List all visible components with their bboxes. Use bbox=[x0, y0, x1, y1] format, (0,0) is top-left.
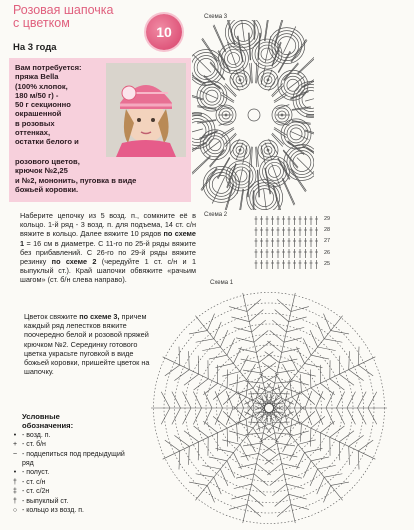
legend-title-line: Условные bbox=[22, 412, 60, 421]
legend-item bbox=[8, 451, 128, 468]
stitch-mark bbox=[331, 482, 349, 485]
stitch-mark bbox=[318, 465, 336, 469]
legend-text: - подцепиться под предыдущий ряд bbox=[22, 450, 125, 467]
stitch-mark bbox=[194, 426, 209, 437]
petal-stitch bbox=[305, 95, 314, 101]
instruction-text: (чередуйте 1 ст. с/н и 1 выпуклый ст.). Край шапочки обвяжите «рачьим шагом» (ст. б/н слева направо). bbox=[20, 257, 197, 285]
stitch-mark bbox=[189, 446, 190, 464]
petal-stitch bbox=[236, 143, 243, 161]
stitch-mark bbox=[270, 331, 284, 343]
stitch-mark bbox=[284, 338, 302, 342]
stitch-mark bbox=[238, 464, 256, 468]
stitch-mark bbox=[300, 424, 301, 442]
scheme-2-label: Схема 2 bbox=[204, 212, 228, 218]
stitch-mark bbox=[298, 440, 316, 445]
stitch-mark bbox=[300, 374, 301, 392]
stitch-mark bbox=[358, 408, 367, 424]
legend-item bbox=[8, 432, 128, 441]
stitch-mark bbox=[227, 339, 235, 356]
stitch-mark bbox=[215, 408, 222, 425]
stitch-mark bbox=[253, 428, 263, 443]
stitch-mark bbox=[272, 320, 286, 332]
stitch-mark bbox=[229, 307, 247, 312]
stitch-mark bbox=[267, 420, 278, 433]
petal-stitch bbox=[290, 131, 308, 139]
stitch-mark bbox=[237, 374, 238, 392]
stitch-mark bbox=[291, 307, 309, 312]
increase-spoke bbox=[273, 316, 343, 404]
chain-symbol-icon: • bbox=[13, 432, 17, 439]
chain-ring-symbol-icon: ○ bbox=[12, 506, 18, 514]
stitch-mark bbox=[331, 331, 349, 334]
stitch-mark bbox=[207, 485, 214, 502]
petal-stitch bbox=[210, 150, 225, 167]
legend-text: - полуст. bbox=[22, 469, 50, 477]
increase-spoke bbox=[163, 411, 264, 460]
title-line-2: с цветком bbox=[13, 16, 70, 30]
stitch-mark bbox=[194, 379, 209, 390]
stitch-mark bbox=[193, 408, 201, 424]
stitch-mark bbox=[222, 372, 240, 377]
petal-stitch bbox=[291, 168, 307, 191]
materials-line: божьей коровки. bbox=[15, 184, 79, 194]
stitch-mark bbox=[261, 363, 276, 373]
legend-item bbox=[8, 441, 128, 450]
article-title bbox=[13, 4, 113, 30]
legend-title-line: обозначения: bbox=[22, 421, 74, 430]
legend-text: - кольцо из возд. п. bbox=[22, 506, 84, 514]
materials-line: пряжа Bella bbox=[15, 72, 59, 82]
stitch-mark bbox=[323, 314, 330, 331]
materials-line: 180 м/50 г) - bbox=[15, 90, 59, 100]
stitch-mark bbox=[267, 464, 281, 475]
legend-text: - ст. с/2н bbox=[22, 488, 50, 496]
petal-stitch bbox=[272, 42, 281, 66]
increase-spoke bbox=[274, 357, 375, 406]
stitch-mark bbox=[189, 482, 207, 485]
child-photo bbox=[106, 63, 186, 157]
stitch-mark bbox=[349, 370, 364, 381]
increase-spoke bbox=[195, 413, 265, 501]
stitch-mark bbox=[303, 461, 311, 478]
stitch-mark bbox=[277, 505, 291, 517]
stitch-mark bbox=[184, 431, 199, 442]
stitch-mark bbox=[261, 443, 276, 453]
stitch-mark bbox=[231, 317, 249, 322]
stitch-mark bbox=[330, 379, 345, 390]
petal-stitch bbox=[265, 70, 272, 88]
stitch-mark bbox=[337, 392, 345, 408]
instructions-paragraph-1 bbox=[20, 211, 196, 285]
row-number: 25 bbox=[324, 260, 331, 267]
stitch-mark bbox=[196, 339, 214, 342]
stitch-mark bbox=[305, 363, 323, 367]
petal-stitch bbox=[297, 158, 314, 176]
stitch-mark bbox=[318, 347, 336, 351]
stitch-mark bbox=[236, 474, 254, 478]
pattern-number-badge: 10 bbox=[146, 14, 182, 50]
stitch-mark bbox=[275, 494, 289, 506]
stitch-mark bbox=[282, 464, 300, 468]
petal-stitch bbox=[283, 178, 295, 205]
stitch-mark bbox=[240, 444, 248, 460]
materials-line: крючок №2,25 bbox=[15, 166, 68, 176]
instruction-text: = 16 см в диаметре. С 11-го по 25-й ряды вяжите без прибавлений. С 26-го по 29-й ряды вяжите резинку bbox=[20, 238, 196, 267]
stitch-mark bbox=[277, 299, 291, 311]
stitch-mark bbox=[256, 464, 270, 475]
stitch-mark bbox=[172, 392, 181, 408]
stitch-mark bbox=[222, 440, 240, 445]
petal-stitch bbox=[200, 91, 218, 99]
stitch-mark bbox=[204, 391, 212, 408]
stitch-mark bbox=[284, 474, 302, 478]
stitch-mark bbox=[202, 465, 220, 469]
petal-stitch bbox=[192, 129, 203, 135]
row-number: 29 bbox=[324, 216, 331, 222]
petal-stitch bbox=[265, 168, 270, 194]
stitch-mark bbox=[259, 352, 274, 363]
petal-stitch bbox=[256, 147, 257, 167]
increase-spoke bbox=[274, 411, 375, 460]
petal-stitch bbox=[192, 156, 210, 173]
stitch-mark bbox=[254, 474, 268, 486]
instruction-emphasis: по схеме 3, bbox=[79, 312, 120, 321]
petal-stitch bbox=[193, 54, 211, 72]
stitch-mark bbox=[260, 383, 271, 396]
stitch-mark bbox=[297, 453, 305, 470]
stitch-mark bbox=[311, 355, 329, 359]
stitch-mark bbox=[179, 347, 180, 365]
stitch-mark bbox=[317, 477, 324, 494]
stitch-mark bbox=[311, 457, 329, 461]
stitch-mark bbox=[193, 392, 201, 408]
stitch-mark bbox=[252, 484, 266, 496]
scheme-1-crown-diagram bbox=[126, 284, 412, 528]
stitch-mark bbox=[267, 341, 281, 352]
petal-stitch bbox=[202, 39, 218, 62]
stitch-mark bbox=[227, 370, 228, 388]
materials-line: в розовых bbox=[15, 118, 55, 128]
materials-text bbox=[15, 63, 107, 147]
stitch-mark bbox=[256, 341, 270, 352]
age-subtitle: На 3 года bbox=[13, 42, 57, 53]
stitch-mark bbox=[198, 442, 199, 460]
petal-stitch bbox=[224, 184, 233, 210]
stitch-mark bbox=[349, 351, 350, 369]
row-number: 26 bbox=[324, 249, 331, 256]
instruction-emphasis: по схеме 1 bbox=[20, 229, 196, 248]
materials-line: (100% хлопок, bbox=[15, 81, 68, 91]
stitch-mark bbox=[252, 320, 266, 332]
stitch-mark bbox=[317, 322, 324, 339]
increase-spoke bbox=[195, 316, 265, 404]
increase-spoke bbox=[163, 357, 264, 406]
legend-item bbox=[8, 479, 128, 488]
center-ring bbox=[264, 403, 274, 413]
stitch-mark bbox=[229, 431, 246, 436]
petal-stitch bbox=[282, 178, 294, 205]
stitch-mark bbox=[227, 428, 228, 446]
stitch-mark bbox=[189, 351, 190, 369]
materials-line: оттенках, bbox=[15, 128, 51, 138]
materials-line: и №2, мононить, пуговка в виде bbox=[15, 175, 137, 185]
stitch-mark bbox=[183, 408, 191, 424]
increase-spoke bbox=[273, 413, 343, 501]
stitch-mark bbox=[275, 310, 289, 322]
stitch-mark bbox=[272, 484, 286, 496]
stitch-mark bbox=[174, 370, 189, 381]
stitch-mark bbox=[286, 484, 304, 489]
petal-stitch-loop bbox=[192, 122, 206, 140]
stitch-mark bbox=[214, 322, 221, 339]
stitch-mark bbox=[214, 477, 221, 494]
stitch-mark bbox=[263, 433, 278, 442]
instruction-text: Наберите цепочку из 5 возд. п., сомкните её в кольцо. 1-й ряд - 3 возд. п. для подъема, 14 ст. с/н вяжите в кольцо. Далее вяжите 10 рядов bbox=[20, 211, 196, 239]
scheme-1-label: Схема 1 bbox=[210, 280, 234, 286]
stitch-mark bbox=[209, 457, 227, 461]
materials-text-bottom bbox=[15, 157, 187, 194]
legend-text: - возд. п. bbox=[22, 432, 51, 439]
stitch-mark bbox=[326, 408, 334, 425]
stitch-mark bbox=[249, 494, 263, 506]
stitch-mark bbox=[259, 453, 274, 464]
petal-stitch bbox=[274, 95, 287, 103]
stitch-mark bbox=[265, 453, 280, 464]
stitch-mark bbox=[220, 330, 228, 347]
stitch-mark bbox=[347, 408, 355, 424]
stitch-mark bbox=[310, 428, 311, 446]
stitch-mark bbox=[260, 420, 271, 433]
petal-stitch bbox=[275, 20, 284, 46]
stitch-mark bbox=[226, 408, 233, 425]
stitch-mark bbox=[301, 411, 314, 423]
scheme-2-row-numbers bbox=[324, 214, 330, 270]
stitch-mark bbox=[247, 505, 261, 517]
stitch-mark bbox=[183, 392, 191, 408]
double-crochet-symbol-icon: † bbox=[13, 478, 17, 486]
stitch-mark bbox=[207, 314, 214, 331]
stitch-mark bbox=[290, 355, 298, 371]
stitch-mark bbox=[316, 391, 323, 408]
petal-stitch bbox=[256, 63, 257, 83]
stitch-mark bbox=[209, 355, 227, 359]
materials-line: окрашенной bbox=[15, 109, 62, 119]
legend-item bbox=[8, 498, 128, 507]
stitch-mark bbox=[184, 374, 199, 385]
petal-stitch bbox=[214, 25, 226, 52]
petal-stitch bbox=[192, 157, 210, 175]
legend-item bbox=[8, 469, 128, 478]
stitch-mark bbox=[238, 408, 244, 425]
stitch-mark bbox=[324, 339, 342, 342]
scheme-2-rib-diagram bbox=[252, 212, 324, 274]
row-number: 27 bbox=[324, 238, 331, 245]
materials-line: остатки белого и bbox=[15, 137, 79, 147]
single-crochet-symbol-icon: + bbox=[12, 441, 18, 449]
row-number: 28 bbox=[324, 227, 331, 234]
petal-stitch bbox=[227, 163, 236, 187]
stitch-mark bbox=[204, 408, 212, 425]
stitch-mark bbox=[326, 391, 334, 408]
instruction-text: причем каждый ряд лепестков вяжите поочередно белой и розовой пряжей крючком №2. Серединку готового цветка украсьте пуговкой в виде божьей коровки, пришейте цветок на шапочку. bbox=[24, 312, 150, 377]
stitch-mark bbox=[236, 338, 254, 342]
increase-spoke bbox=[270, 414, 295, 523]
stitch-mark bbox=[202, 347, 220, 351]
stitch-mark bbox=[349, 435, 364, 446]
petal-stitch bbox=[305, 130, 314, 136]
stitch-mark bbox=[298, 372, 316, 377]
stitch-mark bbox=[223, 392, 236, 404]
stitch-mark bbox=[174, 435, 189, 446]
stitch-mark bbox=[216, 363, 234, 367]
stitch-mark bbox=[291, 505, 309, 510]
stitch-mark bbox=[229, 505, 247, 510]
materials-line: Вам потребуется: bbox=[15, 63, 82, 72]
stitch-mark bbox=[229, 380, 246, 385]
stitch-mark bbox=[337, 408, 345, 424]
stitch-mark bbox=[254, 331, 268, 343]
stitch-mark bbox=[241, 359, 259, 363]
stitch-mark bbox=[262, 443, 277, 453]
stitch-mark bbox=[358, 451, 359, 469]
stitch-mark bbox=[358, 347, 359, 365]
legend-title bbox=[22, 412, 73, 430]
petal-stitch bbox=[251, 147, 252, 167]
stitch-mark bbox=[347, 392, 355, 408]
stitch-mark bbox=[349, 446, 350, 464]
stitch-mark bbox=[286, 327, 304, 332]
stitch-mark bbox=[311, 388, 325, 400]
legend-text: - ст. с/н bbox=[22, 478, 46, 486]
petal-stitch bbox=[221, 127, 234, 135]
stitch-mark bbox=[259, 374, 274, 383]
stitch-mark bbox=[368, 392, 377, 408]
materials-line: розового цветов, bbox=[15, 157, 80, 166]
legend-item bbox=[8, 507, 128, 516]
stitch-mark bbox=[223, 411, 236, 423]
stitch-mark bbox=[323, 485, 330, 502]
stitch-mark bbox=[291, 431, 308, 436]
legend-text: - выпуклый ст. bbox=[22, 497, 69, 505]
stitch-mark bbox=[198, 356, 199, 374]
treble-crochet-symbol-icon: ‡ bbox=[13, 488, 17, 496]
petal-stitch bbox=[238, 36, 243, 62]
stitch-mark bbox=[324, 474, 342, 477]
center-ring bbox=[248, 109, 260, 121]
petal-stitch bbox=[213, 26, 225, 53]
stitch-mark bbox=[305, 448, 323, 452]
symbol-legend bbox=[8, 432, 128, 516]
stitch-mark bbox=[368, 408, 377, 424]
stitch-mark bbox=[265, 352, 280, 363]
post-stitch-symbol-icon: † bbox=[13, 497, 17, 505]
stitch-mark bbox=[189, 331, 207, 334]
stitch-mark bbox=[172, 408, 181, 424]
legend-item bbox=[8, 488, 128, 497]
slip-stitch-symbol-icon: • bbox=[13, 469, 17, 477]
stitch-mark bbox=[161, 408, 170, 424]
stitch-mark bbox=[247, 299, 261, 311]
scheme-3-flower-diagram bbox=[192, 20, 314, 210]
stitch-mark bbox=[213, 388, 227, 400]
petal-stitch bbox=[283, 63, 298, 80]
stitch-mark bbox=[267, 383, 278, 396]
stitch-mark bbox=[339, 442, 340, 460]
stitch-mark bbox=[231, 494, 249, 499]
stitch-mark bbox=[270, 474, 284, 486]
stitch-mark bbox=[291, 380, 308, 385]
scheme-3-label: Схема 3 bbox=[204, 14, 228, 20]
stitch-mark bbox=[262, 363, 277, 373]
stitch-mark bbox=[179, 451, 180, 469]
stitch-mark bbox=[196, 474, 214, 477]
instruction-emphasis: по схеме 2 bbox=[51, 257, 97, 267]
stitch-mark bbox=[275, 373, 285, 388]
stitch-mark bbox=[301, 392, 314, 404]
stitch-mark bbox=[216, 448, 234, 452]
legend-text: - ст. б/н bbox=[22, 441, 46, 449]
stitch-mark bbox=[358, 392, 367, 408]
stitch-mark bbox=[161, 392, 170, 408]
hook-under-symbol-icon: ~ bbox=[12, 450, 18, 458]
stitch-mark bbox=[249, 310, 263, 322]
stitch-mark bbox=[339, 356, 340, 374]
petal-stitch bbox=[251, 63, 252, 83]
instruction-text: Цветок свяжите bbox=[24, 312, 80, 321]
stitch-mark bbox=[233, 453, 241, 470]
increase-spoke bbox=[270, 293, 295, 402]
stitch-mark bbox=[237, 424, 238, 442]
stitch-mark bbox=[279, 453, 297, 457]
stitch-mark bbox=[310, 370, 311, 388]
title-line-1: Розовая шапочка bbox=[13, 3, 114, 17]
materials-line: 50 г секционно bbox=[15, 100, 71, 110]
stitch-mark bbox=[213, 416, 227, 428]
